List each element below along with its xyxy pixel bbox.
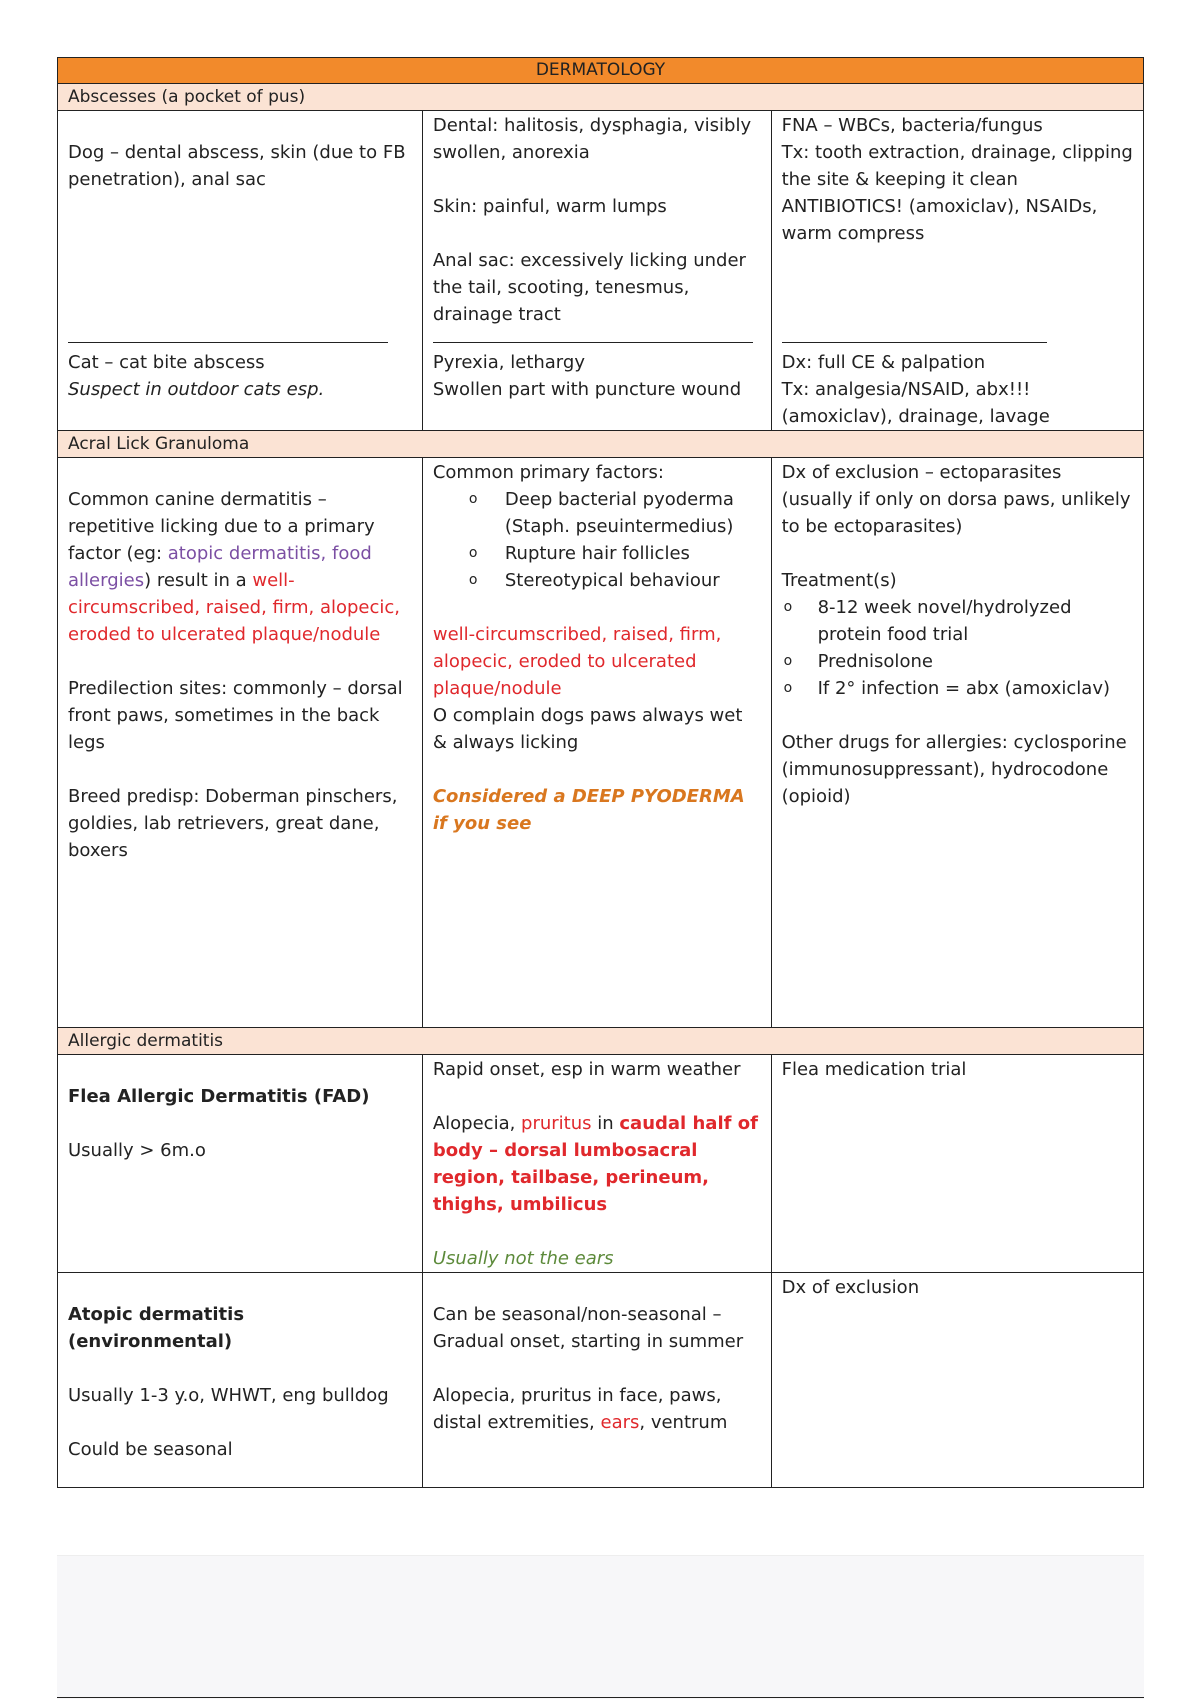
atopic-signs-ears: ears [600, 1412, 640, 1433]
table-row [58, 458, 1144, 1028]
section-header-abscesses: Abscesses (a pocket of pus) [58, 84, 1144, 111]
list-item: o 8-12 week novel/hydrolyzed protein food trial [782, 594, 1133, 648]
owner-complaint: O complain dogs paws always wet & always licking [432, 705, 743, 753]
acral-description [68, 486, 412, 648]
atopic-seasonal: Could be seasonal [68, 1439, 233, 1460]
atopic-signs-text: Alopecia, pruritus in face, paws, distal extremities, [432, 1385, 722, 1433]
list-item: o If 2° infection = abx (amoxiclav) [782, 675, 1133, 702]
acral-desc-text: ) result in a [144, 570, 253, 591]
divider-line [57, 1697, 1144, 1698]
other-drugs: Other drugs for allergies: cyclosporine (immunosuppressant), hydrocodone (opioid) [781, 732, 1127, 807]
atopic-signs [433, 1382, 761, 1436]
dog-antibiotics: ANTIBIOTICS! (amoxiclav), NSAIDs, warm compress [781, 196, 1098, 244]
skin-signs: Skin: painful, warm lumps [432, 196, 667, 217]
fad-treatment: Flea medication trial [781, 1059, 967, 1080]
treatment-title: Treatment(s) [781, 570, 897, 591]
acral-desc-primary-factors: atopic dermatitis, food allergies [68, 543, 372, 591]
section-header-allergic: Allergic dermatitis [58, 1028, 1144, 1055]
fad-treatment-cell [771, 1055, 1143, 1273]
fna-findings: FNA – WBCs, bacteria/fungus [781, 115, 1043, 136]
list-item: o Stereotypical behaviour [433, 567, 761, 594]
fad-title-cell [58, 1055, 423, 1273]
acral-factors-cell [422, 458, 771, 1028]
acral-desc-text: Common canine dermatitis – repetitive licking due to a primary factor (eg: [68, 489, 375, 564]
abscess-signs-cell [422, 111, 771, 431]
factors-list [433, 486, 761, 594]
atopic-seasonality: Can be seasonal/non-seasonal – [432, 1304, 722, 1325]
cat-treatment: Tx: analgesia/NSAID, abx!!! (amoxiclav), drainage, lavage [781, 379, 1050, 427]
fad-signs-location: caudal half of body – dorsal lumbosacral region, tailbase, perineum, thighs, umbilicus [432, 1113, 758, 1215]
acral-description-cell [58, 458, 423, 1028]
dermatology-table [57, 57, 1144, 1488]
atopic-signs-cell [422, 1273, 771, 1488]
fad-signs-text: Alopecia, [432, 1113, 522, 1134]
divider-line [68, 328, 388, 343]
abscess-treatment-cell [771, 111, 1143, 431]
deep-pyoderma-note: Considered a DEEP PYODERMA if you see [432, 786, 745, 834]
atopic-diagnosis: Dx of exclusion [781, 1277, 920, 1298]
list-item: o Deep bacterial pyoderma (Staph. pseuintermedius) [433, 486, 761, 540]
table-row [58, 111, 1144, 431]
predilection-sites: Predilection sites: commonly – dorsal front paws, sometimes in the back legs [68, 678, 403, 753]
cat-abscess-title: Cat – cat bite abscess [68, 352, 265, 373]
fad-signs [433, 1110, 761, 1218]
list-item: o Rupture hair follicles [433, 540, 761, 567]
cat-abscess-note: Suspect in outdoor cats esp. [68, 379, 325, 400]
cat-diagnosis: Dx: full CE & palpation [781, 352, 986, 373]
table-title: DERMATOLOGY [58, 58, 1144, 84]
page-footer-area [57, 1555, 1144, 1699]
dog-treatment: Tx: tooth extraction, drainage, clipping the site & keeping it clean [781, 142, 1133, 190]
section-header-acral: Acral Lick Granuloma [58, 431, 1144, 458]
divider-line [433, 328, 753, 343]
dental-signs: Dental: halitosis, dysphagia, visibly swollen, anorexia [432, 115, 752, 163]
divider-line [782, 328, 1047, 343]
acral-desc-lesion: well-circumscribed, raised, firm, alopecic, eroded to ulcerated plaque/nodule [68, 570, 400, 645]
fad-ears-note: Usually not the ears [432, 1248, 614, 1269]
fad-age: Usually > 6m.o [68, 1140, 206, 1161]
list-item: o Prednisolone [782, 648, 1133, 675]
anal-sac-signs: Anal sac: excessively licking under the tail, scooting, tenesmus, drainage tract [432, 250, 746, 325]
cat-signs-2: Swollen part with puncture wound [432, 379, 742, 400]
fad-signs-text: in [591, 1113, 620, 1134]
breed-predisposition: Breed predisp: Doberman pinschers, goldies, lab retrievers, great dane, boxers [68, 786, 398, 861]
dog-abscess-types: Dog – dental abscess, skin (due to FB penetration), anal sac [68, 142, 406, 190]
fad-signs-pruritus: pruritus [521, 1113, 592, 1134]
table-row [58, 1055, 1144, 1273]
fad-signs-cell [422, 1055, 771, 1273]
fad-title: Flea Allergic Dermatitis (FAD) [68, 1086, 370, 1107]
atopic-title-cell [58, 1273, 423, 1488]
atopic-onset: Gradual onset, starting in summer [432, 1331, 744, 1352]
factors-title: Common primary factors: [432, 462, 664, 483]
table-row [58, 1273, 1144, 1488]
lesion-description: well-circumscribed, raised, firm, alopecic, eroded to ulcerated plaque/nodule [432, 624, 722, 699]
atopic-signs-text: , ventrum [639, 1412, 728, 1433]
atopic-age: Usually 1-3 y.o, WHWT, eng bulldog [68, 1385, 389, 1406]
fad-onset: Rapid onset, esp in warm weather [432, 1059, 741, 1080]
atopic-title: Atopic dermatitis (environmental) [68, 1304, 245, 1352]
acral-diagnosis: Dx of exclusion – ectoparasites (usually if only on dorsa paws, unlikely to be ectoparasites) [781, 462, 1131, 537]
abscess-species-cell [58, 111, 423, 431]
acral-treatment-cell [771, 458, 1143, 1028]
cat-signs-1: Pyrexia, lethargy [432, 352, 585, 373]
treatment-list [782, 594, 1133, 702]
atopic-diagnosis-cell [771, 1273, 1143, 1488]
